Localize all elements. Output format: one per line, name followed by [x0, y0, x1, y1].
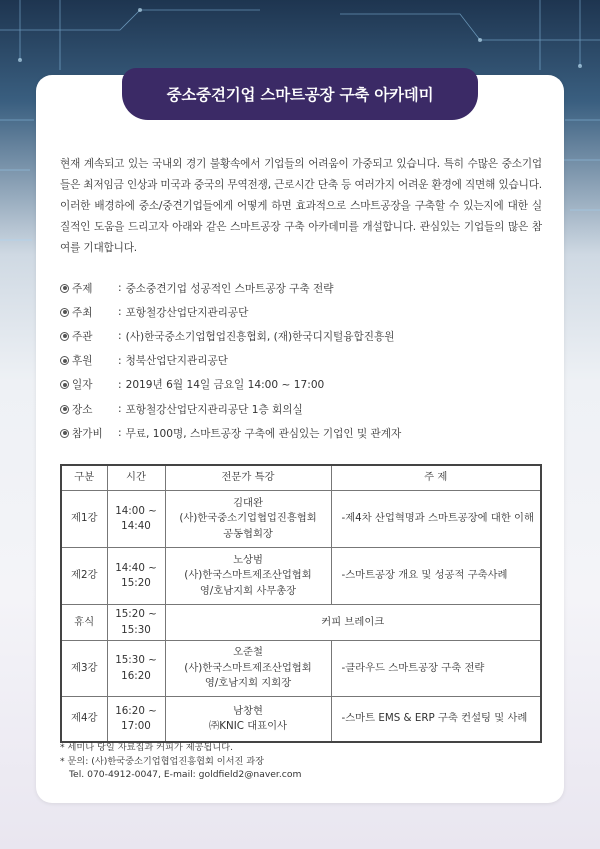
circle-bullet-icon	[60, 284, 69, 293]
session-cell: 휴식	[61, 605, 107, 641]
time-cell: 14:40 ~ 15:20	[107, 548, 165, 605]
note-materials: * 세미나 당일 자료집과 커피가 제공됩니다.	[60, 742, 233, 753]
time-cell: 14:00 ~ 14:40	[107, 491, 165, 548]
speaker-cell: 김대완 (사)한국중소기업협업진흥협회 공동협회장	[165, 491, 331, 548]
session-cell: 제2강	[61, 548, 107, 605]
info-host: 주최 : 포항철강산업단지관리공단	[60, 300, 550, 324]
note-phone-email: Tel. 070-4912-0047, E-mail: goldfield2@naver.com	[69, 769, 302, 781]
header-session: 구분	[61, 465, 107, 491]
circle-bullet-icon	[60, 332, 69, 341]
info-date: 일자 : 2019년 6월 14일 금요일 14:00 ~ 17:00	[60, 373, 550, 397]
circle-bullet-icon	[60, 429, 69, 438]
info-sponsor: 후원 : 청북산업단지관리공단	[60, 349, 550, 373]
circle-bullet-icon	[60, 308, 69, 317]
table-row	[61, 491, 541, 548]
header-time: 시간	[107, 465, 165, 491]
header-topic: 주 제	[331, 465, 541, 491]
table-row	[61, 697, 541, 743]
topic-cell: -클라우드 스마트공장 구축 전략	[331, 641, 541, 697]
table-row	[61, 605, 541, 641]
circle-bullet-icon	[60, 356, 69, 365]
note-contact: * 문의: (사)한국중소기업협업진흥협회 이서진 과장	[60, 755, 265, 767]
topic-cell: -스마트공장 개요 및 성공적 구축사례	[331, 548, 541, 605]
info-organizer: 주관 : (사)한국중소기업협업진흥협회, (재)한국디지털융합진흥원	[60, 324, 550, 348]
topic-cell: -제4차 산업혁명과 스마트공장에 대한 이해	[331, 491, 541, 548]
page-title: 중소중견기업 스마트공장 구축 아카데미	[122, 68, 478, 120]
session-cell: 제3강	[61, 641, 107, 697]
session-cell: 제4강	[61, 697, 107, 743]
intro-paragraph: 현재 계속되고 있는 국내외 경기 불황속에서 기업들의 어려움이 가중되고 있습니다. 특히 수많은 중소기업들은 최저임금 인상과 미국과 중국의 무역전쟁, 근로시간 단축 등 여러가지 어려운 환경에 직면해 있습니다. 이러한 배경하에 중소/중견기업들에게 어떻게 하면 효과적으로 스마트공장을 구축할 수 있는지에 대한 실질적인 도움을 드리고자 아래와 같은 스마트공장 구축 아카데미를 개설합니다. 관심있는 기업들의 많은 참여를 기대합니다.	[60, 158, 542, 254]
time-cell: 16:20 ~ 17:00	[107, 697, 165, 743]
speaker-cell: 오준철 (사)한국스마트제조산업협회 영/호남지회 지회장	[165, 641, 331, 697]
speaker-cell: 남창현 ㈜KNIC 대표이사	[165, 697, 331, 743]
info-location: 장소 : 포항철강산업단지관리공단 1층 회의실	[60, 397, 550, 421]
break-cell: 커피 브레이크	[165, 605, 541, 641]
time-cell: 15:20 ~ 15:30	[107, 605, 165, 641]
info-fee: 참가비 : 무료, 100명, 스마트공장 구축에 관심있는 기업인 및 관계자	[60, 421, 550, 445]
table-header-row	[61, 465, 541, 491]
circle-bullet-icon	[60, 380, 69, 389]
schedule-table	[60, 464, 542, 743]
table-row	[61, 548, 541, 605]
header-speaker: 전문가 특강	[165, 465, 331, 491]
event-info-list	[60, 276, 550, 445]
time-cell: 15:30 ~ 16:20	[107, 641, 165, 697]
info-topic: 주제 : 중소중견기업 성공적인 스마트공장 구축 전략	[60, 276, 550, 300]
topic-cell: -스마트 EMS & ERP 구축 컨설팅 및 사례	[331, 697, 541, 743]
table-row	[61, 641, 541, 697]
footnotes	[60, 741, 540, 782]
circle-bullet-icon	[60, 405, 69, 414]
speaker-cell: 노상범 (사)한국스마트제조산업협회 영/호남지회 사무총장	[165, 548, 331, 605]
session-cell: 제1강	[61, 491, 107, 548]
